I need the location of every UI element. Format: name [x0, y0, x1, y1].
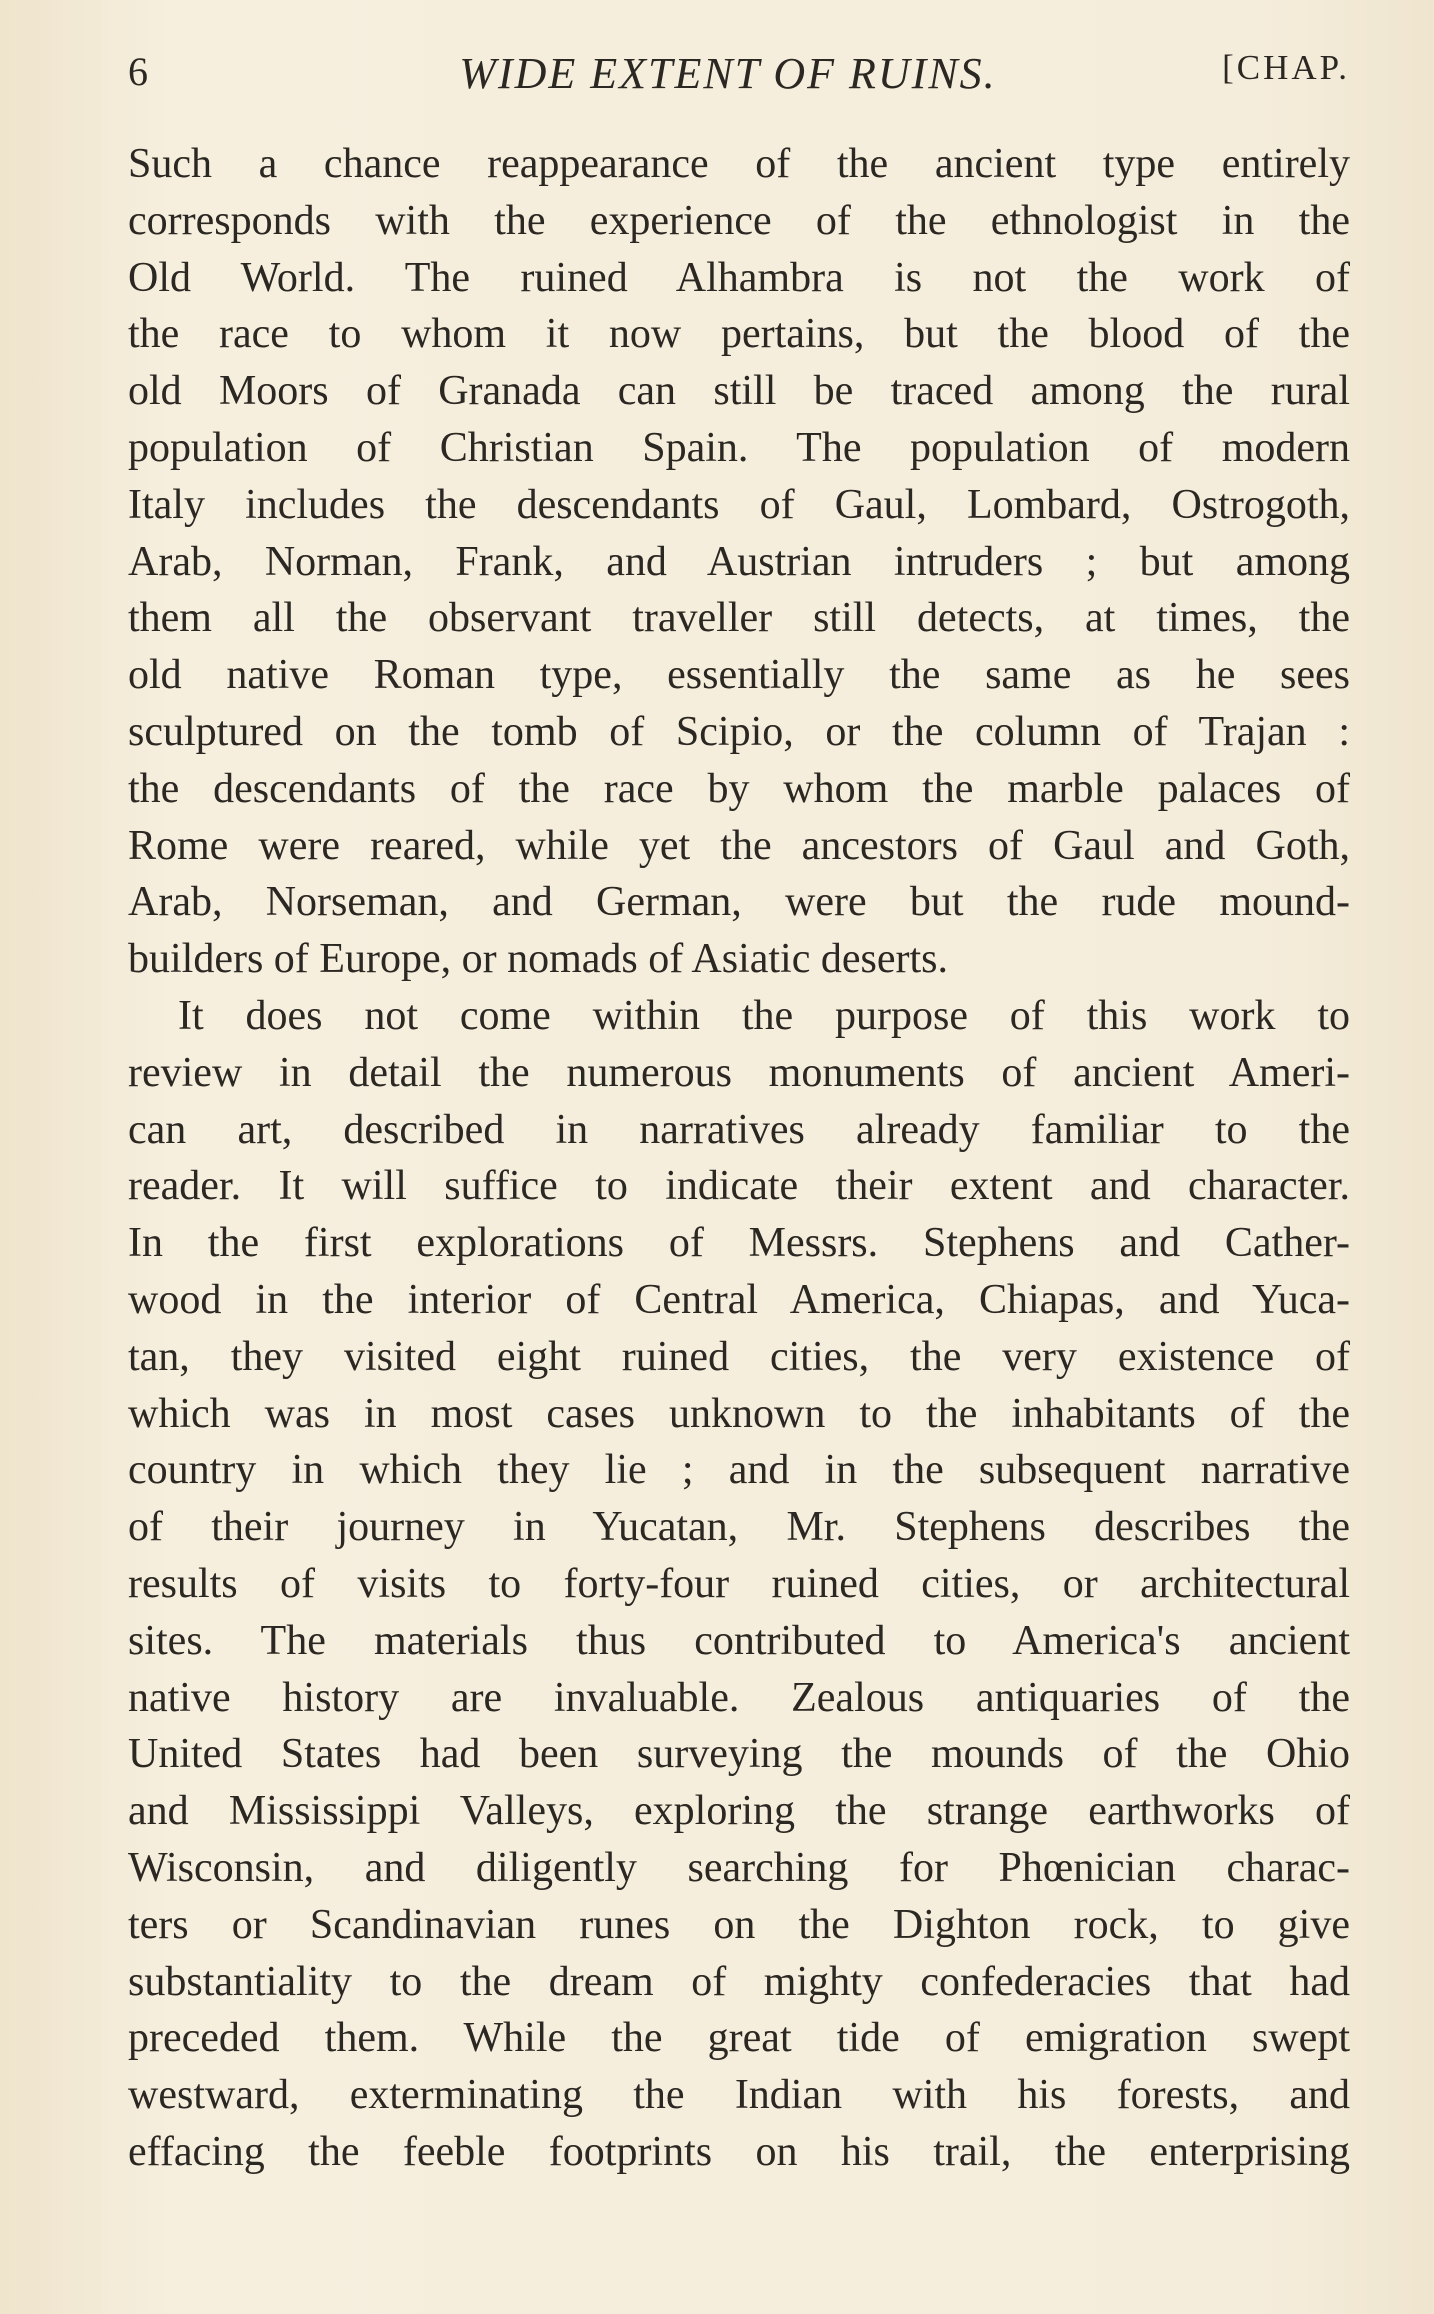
- text-line: old Moors of Granada can still be traced among the rural: [128, 368, 1350, 415]
- page-number: 6: [128, 49, 149, 94]
- text-line: reader. It will suffice to indicate their extent and character.: [128, 1163, 1350, 1210]
- text-line: the race to whom it now pertains, but the blood of the: [128, 311, 1350, 358]
- text-line: substantiality to the dream of mighty confederacies that had: [128, 1958, 1350, 2005]
- text-line: Old World. The ruined Alhambra is not the work of: [128, 254, 1350, 301]
- text-line: In the first explorations of Messrs. Stephens and Cather-: [128, 1220, 1350, 1267]
- body-text: [128, 136, 1350, 2181]
- text-line: which was in most cases unknown to the inhabitants of the: [128, 1390, 1350, 1437]
- paragraph-last-line: builders of Europe, or nomads of Asiatic deserts.: [128, 936, 948, 983]
- text-line: sculptured on the tomb of Scipio, or the column of Trajan :: [128, 708, 1350, 755]
- text-line: effacing the feeble footprints on his trail, the enterprising: [128, 2128, 1350, 2175]
- paragraph-first-line: It does not come within the purpose of this work to: [178, 992, 1350, 1039]
- text-line: westward, exterminating the Indian with his forests, and: [128, 2072, 1350, 2119]
- text-line: old native Roman type, essentially the same as he sees: [128, 652, 1350, 699]
- text-line: corresponds with the experience of the ethnologist in the: [128, 197, 1350, 244]
- text-line: Such a chance reappearance of the ancient type entirely: [128, 141, 1350, 187]
- chapter-mark: [CHAP.: [1222, 48, 1350, 87]
- text-line: Arab, Norman, Frank, and Austrian intruders ; but among: [128, 538, 1350, 585]
- text-line: and Mississippi Valleys, exploring the strange earthworks of: [128, 1788, 1350, 1835]
- text-line: Rome were reared, while yet the ancestors of Gaul and Goth,: [128, 822, 1350, 869]
- text-line: review in detail the numerous monuments of ancient Ameri-: [128, 1049, 1350, 1096]
- text-line: sites. The materials thus contributed to America's ancient: [128, 1617, 1350, 1664]
- running-title: WIDE EXTENT OF RUINS.: [459, 49, 997, 98]
- text-line: tan, they visited eight ruined cities, the very existence of: [128, 1333, 1350, 1380]
- page-header: [128, 48, 1350, 118]
- text-line: can art, described in narratives already familiar to the: [128, 1106, 1350, 1153]
- text-line: wood in the interior of Central America, Chiapas, and Yuca-: [128, 1276, 1350, 1323]
- text-line: the descendants of the race by whom the marble palaces of: [128, 765, 1350, 812]
- text-line: them all the observant traveller still detects, at times, the: [128, 595, 1350, 642]
- text-line: country in which they lie ; and in the subsequent narrative: [128, 1447, 1350, 1494]
- text-line: United States had been surveying the mounds of the Ohio: [128, 1731, 1350, 1778]
- text-line: of their journey in Yucatan, Mr. Stephens describes the: [128, 1504, 1350, 1551]
- text-line: preceded them. While the great tide of emigration swept: [128, 2015, 1350, 2062]
- text-line: ters or Scandinavian runes on the Dighton rock, to give: [128, 1901, 1350, 1948]
- text-line: Italy includes the descendants of Gaul, Lombard, Ostrogoth,: [128, 481, 1350, 528]
- text-line: population of Christian Spain. The population of modern: [128, 424, 1350, 471]
- text-line: native history are invaluable. Zealous antiquaries of the: [128, 1674, 1350, 1721]
- text-line: Arab, Norseman, and German, were but the rude mound-: [128, 879, 1350, 926]
- text-line: Wisconsin, and diligently searching for Phœnician charac-: [128, 1844, 1350, 1891]
- text-line: results of visits to forty-four ruined cities, or architectural: [128, 1560, 1350, 1607]
